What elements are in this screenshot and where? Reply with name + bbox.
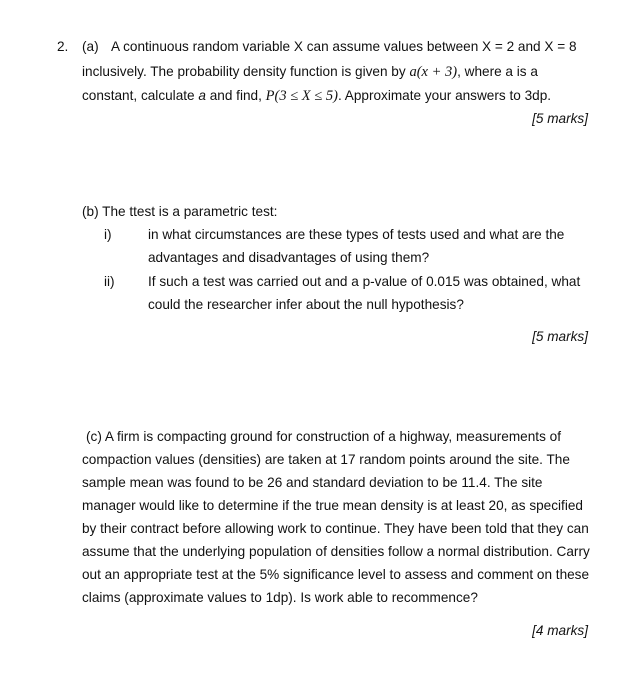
part-c-line-3: sample mean was found to be 26 and standard deviation to be 11.4. The site bbox=[82, 475, 543, 490]
part-b-item-2-numeral: ii) bbox=[104, 274, 115, 289]
part-c-line-4: manager would like to determine if the true mean density is at least 20, as specified bbox=[82, 498, 583, 513]
part-b-item-1-numeral: i) bbox=[104, 227, 112, 242]
part-a-line-3-text: constant, calculate bbox=[82, 88, 199, 103]
part-c-line-2: compaction values (densities) are taken at 17 random points around the site. The bbox=[82, 452, 570, 467]
part-a-line-3-mid: and find, bbox=[205, 88, 266, 103]
part-c-line-7: out an appropriate test at the 5% significance level to assess and comment on these bbox=[82, 567, 590, 582]
part-b-item-1-line-2: advantages and disadvantages of using them? bbox=[148, 250, 430, 265]
pdf-expression: a(x + 3) bbox=[409, 64, 458, 80]
part-b-item-1-line-1: in what circumstances are these types of tests used and what are the bbox=[148, 227, 565, 242]
part-a-marks: [5 marks] bbox=[532, 111, 588, 126]
part-a-line-3 bbox=[82, 87, 551, 105]
part-a-line-2 bbox=[82, 63, 538, 81]
part-c-line-6: assume that the underlying population of densities follow a normal distribution. Carry bbox=[82, 544, 590, 559]
part-a-line-2-text: inclusively. The probability density function is given by bbox=[82, 64, 410, 79]
part-b-item-2-line-2: could the researcher infer about the null hypothesis? bbox=[148, 297, 464, 312]
part-a-line-1: A continuous random variable X can assume values between X = 2 and X = 8 bbox=[111, 39, 577, 54]
question-number: 2. bbox=[57, 39, 69, 54]
part-a-label: (a) bbox=[82, 39, 99, 54]
part-c-line-8: claims (approximate values to 1dp). Is work able to recommence? bbox=[82, 590, 478, 605]
part-b-intro: (b) The ttest is a parametric test: bbox=[82, 204, 278, 219]
part-c-line-5: by their contract before allowing work to continue. They have been told that they can bbox=[82, 521, 589, 536]
part-a-line-3-tail: . Approximate your answers to 3dp. bbox=[337, 88, 552, 103]
part-b-item-2-line-1: If such a test was carried out and a p-value of 0.015 was obtained, what bbox=[148, 274, 581, 289]
probability-expression: P(3 ≤ X ≤ 5) bbox=[265, 88, 338, 104]
part-c-line-1: (c) A firm is compacting ground for construction of a highway, measurements of bbox=[86, 429, 561, 444]
part-c-marks: [4 marks] bbox=[532, 623, 588, 638]
part-b-marks: [5 marks] bbox=[532, 329, 588, 344]
constant-a: a bbox=[198, 88, 206, 103]
part-a-line-2-tail: , where a is a bbox=[457, 64, 538, 79]
